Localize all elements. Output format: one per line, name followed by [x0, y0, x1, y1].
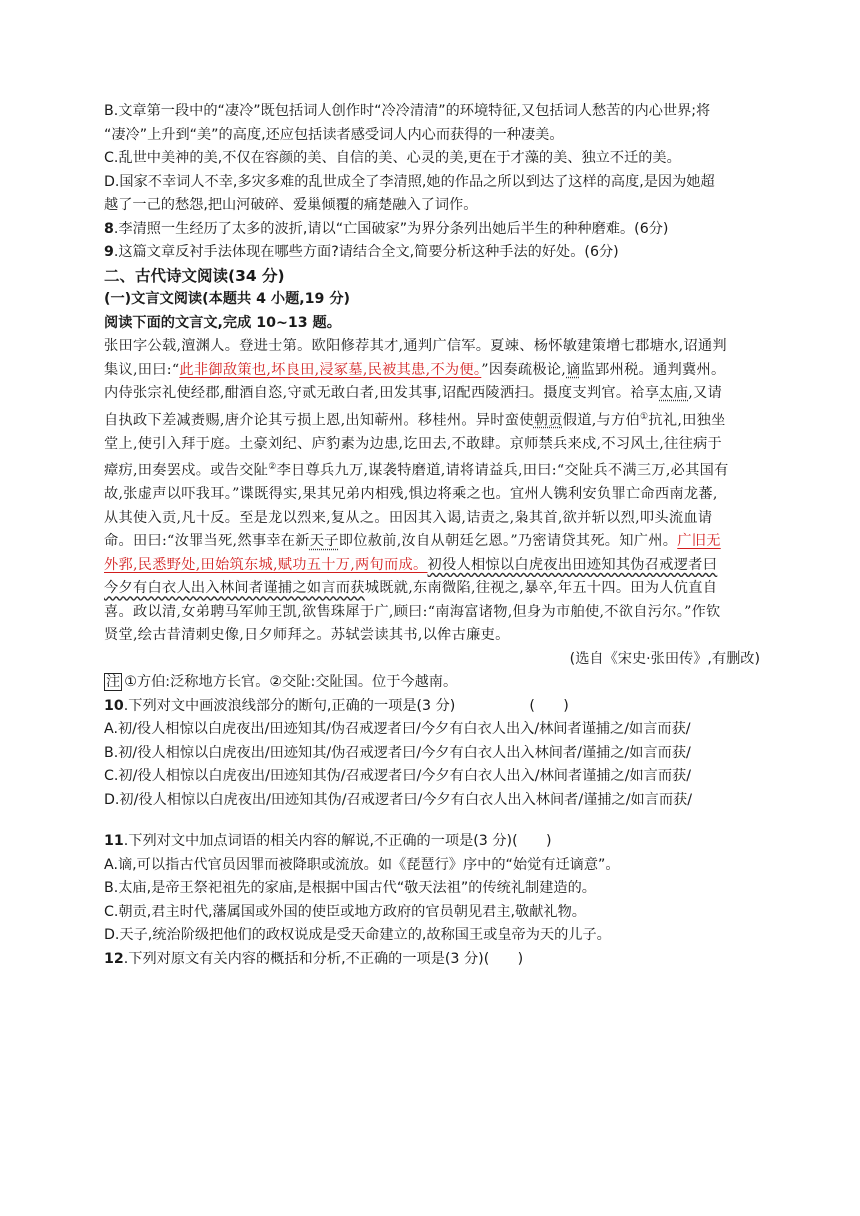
option-c: C.初/役人相惊以白虎夜出/田迹知其伪/召戒逻者曰/今夕有白衣人出入/林间者谨捕之/如言而获/ [104, 768, 692, 785]
footnote-marker: ① [640, 411, 649, 422]
passage-line: 堂上,使引入拜于庭。土豪刘纪、庐豹素为边患,讫田去,不敢肆。京师禁兵来戍,不习风土,往往病于 [104, 435, 723, 452]
passage-line: 喜。政以清,女弟聘马军帅王凯,欲售珠犀于广,顾曰:“南海富诸物,但身为市舶使,不欲自污尔。”作钦 [104, 603, 721, 620]
passage-source: (选自《宋史·张田传》,有删改) [569, 650, 760, 667]
option-d: D.初/役人相惊以白虎夜出/田迹知其伪/召戒逻者曰/今夕有白衣人出入林间者/谨捕之/如言而获/ [104, 791, 693, 808]
classical-passage [104, 335, 760, 671]
wavy-underlined-text: 今夕有白衣人出入林间者谨捕之如言而获 [104, 580, 365, 597]
red-underlined-sentence: 外郛,民悉野处,田始筑东城,赋功五十万,两旬而成。 [104, 556, 428, 573]
document-page [104, 100, 760, 971]
question-text: .李清照一生经历了太多的波折,请以“亡国破家”为界分条列出她后半生的种种磨难。(6分) [113, 220, 669, 237]
question-10 [104, 695, 760, 813]
option-d-line-1: D.国家不幸词人不幸,多灾多难的乱世成全了李清照,她的作品之所以到达了这样的高度,是因为她超 [104, 173, 715, 190]
red-underlined-sentence: 此非御敌策也,坏良田,浸冢墓,民被其患,不为便。 [179, 361, 482, 378]
dotted-term-taimiao: 太庙 [659, 385, 689, 401]
option-b: B.初/役人相惊以白虎夜出/田迹知其/伪召戒逻者曰/今夕有白衣人出入林间者/谨捕之/如言而获/ [104, 744, 691, 761]
question-number: 11 [104, 833, 124, 850]
dotted-term-chaogong: 朝贡 [533, 412, 563, 429]
question-number: 8 [104, 220, 114, 237]
reading-instruction: 阅读下面的文言文,完成 10~13 题。 [104, 314, 341, 331]
passage-line: 从其使入贡,凡十反。至是龙以烈来,复从之。田因其入谒,诘责之,枭其首,欲并斩以烈,叩头流血请 [104, 509, 713, 526]
section-title: 二、古代诗文阅读(34 分) [104, 266, 285, 285]
question-text: .这篇文章反衬手法体现在哪些方面?请结合全文,简要分析这种手法的好处。(6分) [113, 244, 619, 260]
passage-line: 故,张虚声以吓我耳。”谍既得实,果其兄弟内相残,惧边将乘之也。宜州人镌利安负罪亡命西南龙蕃, [104, 486, 718, 503]
red-underlined-sentence: 广旧无 [677, 533, 721, 550]
footnote-marker: ② [268, 462, 277, 473]
question-text: .下列对文中加点词语的相关内容的解说,不正确的一项是(3 分)( ) [123, 833, 552, 850]
passage-line: 贤堂,绘古昔清刺史像,日夕师拜之。苏轼尝读其书,以侔古廉吏。 [104, 627, 510, 644]
passage-line: 今夕有白衣人出入林间者谨捕之如言而获城既就,东南微陷,往视之,暴卒,年五十四。田为人伉直自 [104, 580, 718, 597]
footnotes [104, 671, 760, 695]
question-stem [104, 830, 760, 854]
question-8 [104, 218, 760, 242]
passage-line: 张田字公载,澶渊人。登进士第。欧阳修荐其才,通判广信军。夏竦、杨怀敏建策增七郡塘水,诏通判 [104, 338, 727, 354]
question-9 [104, 241, 760, 265]
question-number: 12 [104, 950, 124, 967]
note-label: 注 [106, 674, 121, 691]
passage-line: 集议,田曰:“此非御敌策也,坏良田,浸冢墓,民被其患,不为便。”因奏疏极论,谪监郢州税。通判冀州。 [104, 361, 726, 378]
question-text: .下列对文中画波浪线部分的断句,正确的一项是(3 分) [123, 697, 456, 714]
passage-line: 内侍张宗礼使经郡,酣酒自恣,守贰无敢白者,田发其事,诏配西陵洒扫。摄度支判官。祫享太庙,又请 [104, 385, 723, 401]
note-text: ①方伯:泛称地方长官。②交阯:交阯国。位于今越南。 [124, 674, 458, 691]
passage-line [104, 554, 760, 578]
question-11 [104, 830, 760, 948]
question-number: 9 [104, 244, 114, 260]
question-stem [104, 695, 760, 719]
option-c: C.乱世中美神的美,不仅在容颜的美、自信的美、心灵的美,更在于才藻的美、独立不迁的美。 [104, 150, 681, 166]
option-c: C.朝贡,君主时代,藩属国或外国的使臣或地方政府的官员朝见君主,敬献礼物。 [104, 903, 586, 920]
answer-parentheses: ( ) [529, 697, 569, 714]
question-text: .下列对原文有关内容的概括和分析,不正确的一项是(3 分)( ) [123, 950, 524, 967]
section-subtitle: (一)文言文阅读(本题共 4 小题,19 分) [104, 291, 351, 307]
dotted-term-zhe: 谪 [566, 361, 581, 378]
wavy-underlined-text: 初役人相惊以白虎夜出田迹知其伪召戒逻者曰 [427, 556, 718, 573]
question-number: 10 [104, 697, 124, 714]
passage-line: 命。田曰:“汝罪当死,然事幸在新天子即位赦前,汝自从朝廷乞恩。”乃密请贷其死。知广州。广旧无 [104, 533, 721, 550]
spacer [104, 812, 760, 830]
option-b-line-2: “凄冷”上升到“美”的高度,还应包括读者感受词人内心而获得的一种凄美。 [104, 126, 564, 143]
option-b-line-1: B.文章第一段中的“凄冷”既包括词人创作时“冷冷清清”的环境特征,又包括词人愁苦的内心世界;将 [104, 103, 711, 119]
passage-line: 瘴疠,田奏罢戍。或告交阯②李日尊兵九万,谋袭特磨道,请将请益兵,田曰:“交阯兵不满三万,必其国有 [104, 462, 729, 479]
option-a: A.谪,可以指古代官员因罪而被降职或流放。如《琵琶行》序中的“始觉有迁谪意”。 [104, 856, 620, 873]
question-12 [104, 948, 760, 972]
option-d-line-2: 越了一己的愁怨,把山河破碎、爱巢倾覆的痛楚融入了词作。 [104, 197, 478, 213]
option-a: A.初/役人相惊以白虎夜出/田迹知其/伪召戒逻者曰/今夕有白衣人出入/林间者谨捕之/如言而获/ [104, 721, 691, 738]
option-d: D.天子,统治阶级把他们的政权说成是受天命建立的,故称国王或皇帝为天的儿子。 [104, 927, 611, 944]
option-b: B.太庙,是帝王祭祀祖先的家庙,是根据中国古代“敬天法祖”的传统礼制建造的。 [104, 880, 596, 897]
passage-line: 自执政下差减赉赐,唐介论其亏损上恩,出知蕲州。移桂州。异时蛮使朝贡假道,与方伯①抗礼,田独坐 [104, 411, 726, 429]
dotted-term-tianzi: 天子 [309, 533, 339, 550]
